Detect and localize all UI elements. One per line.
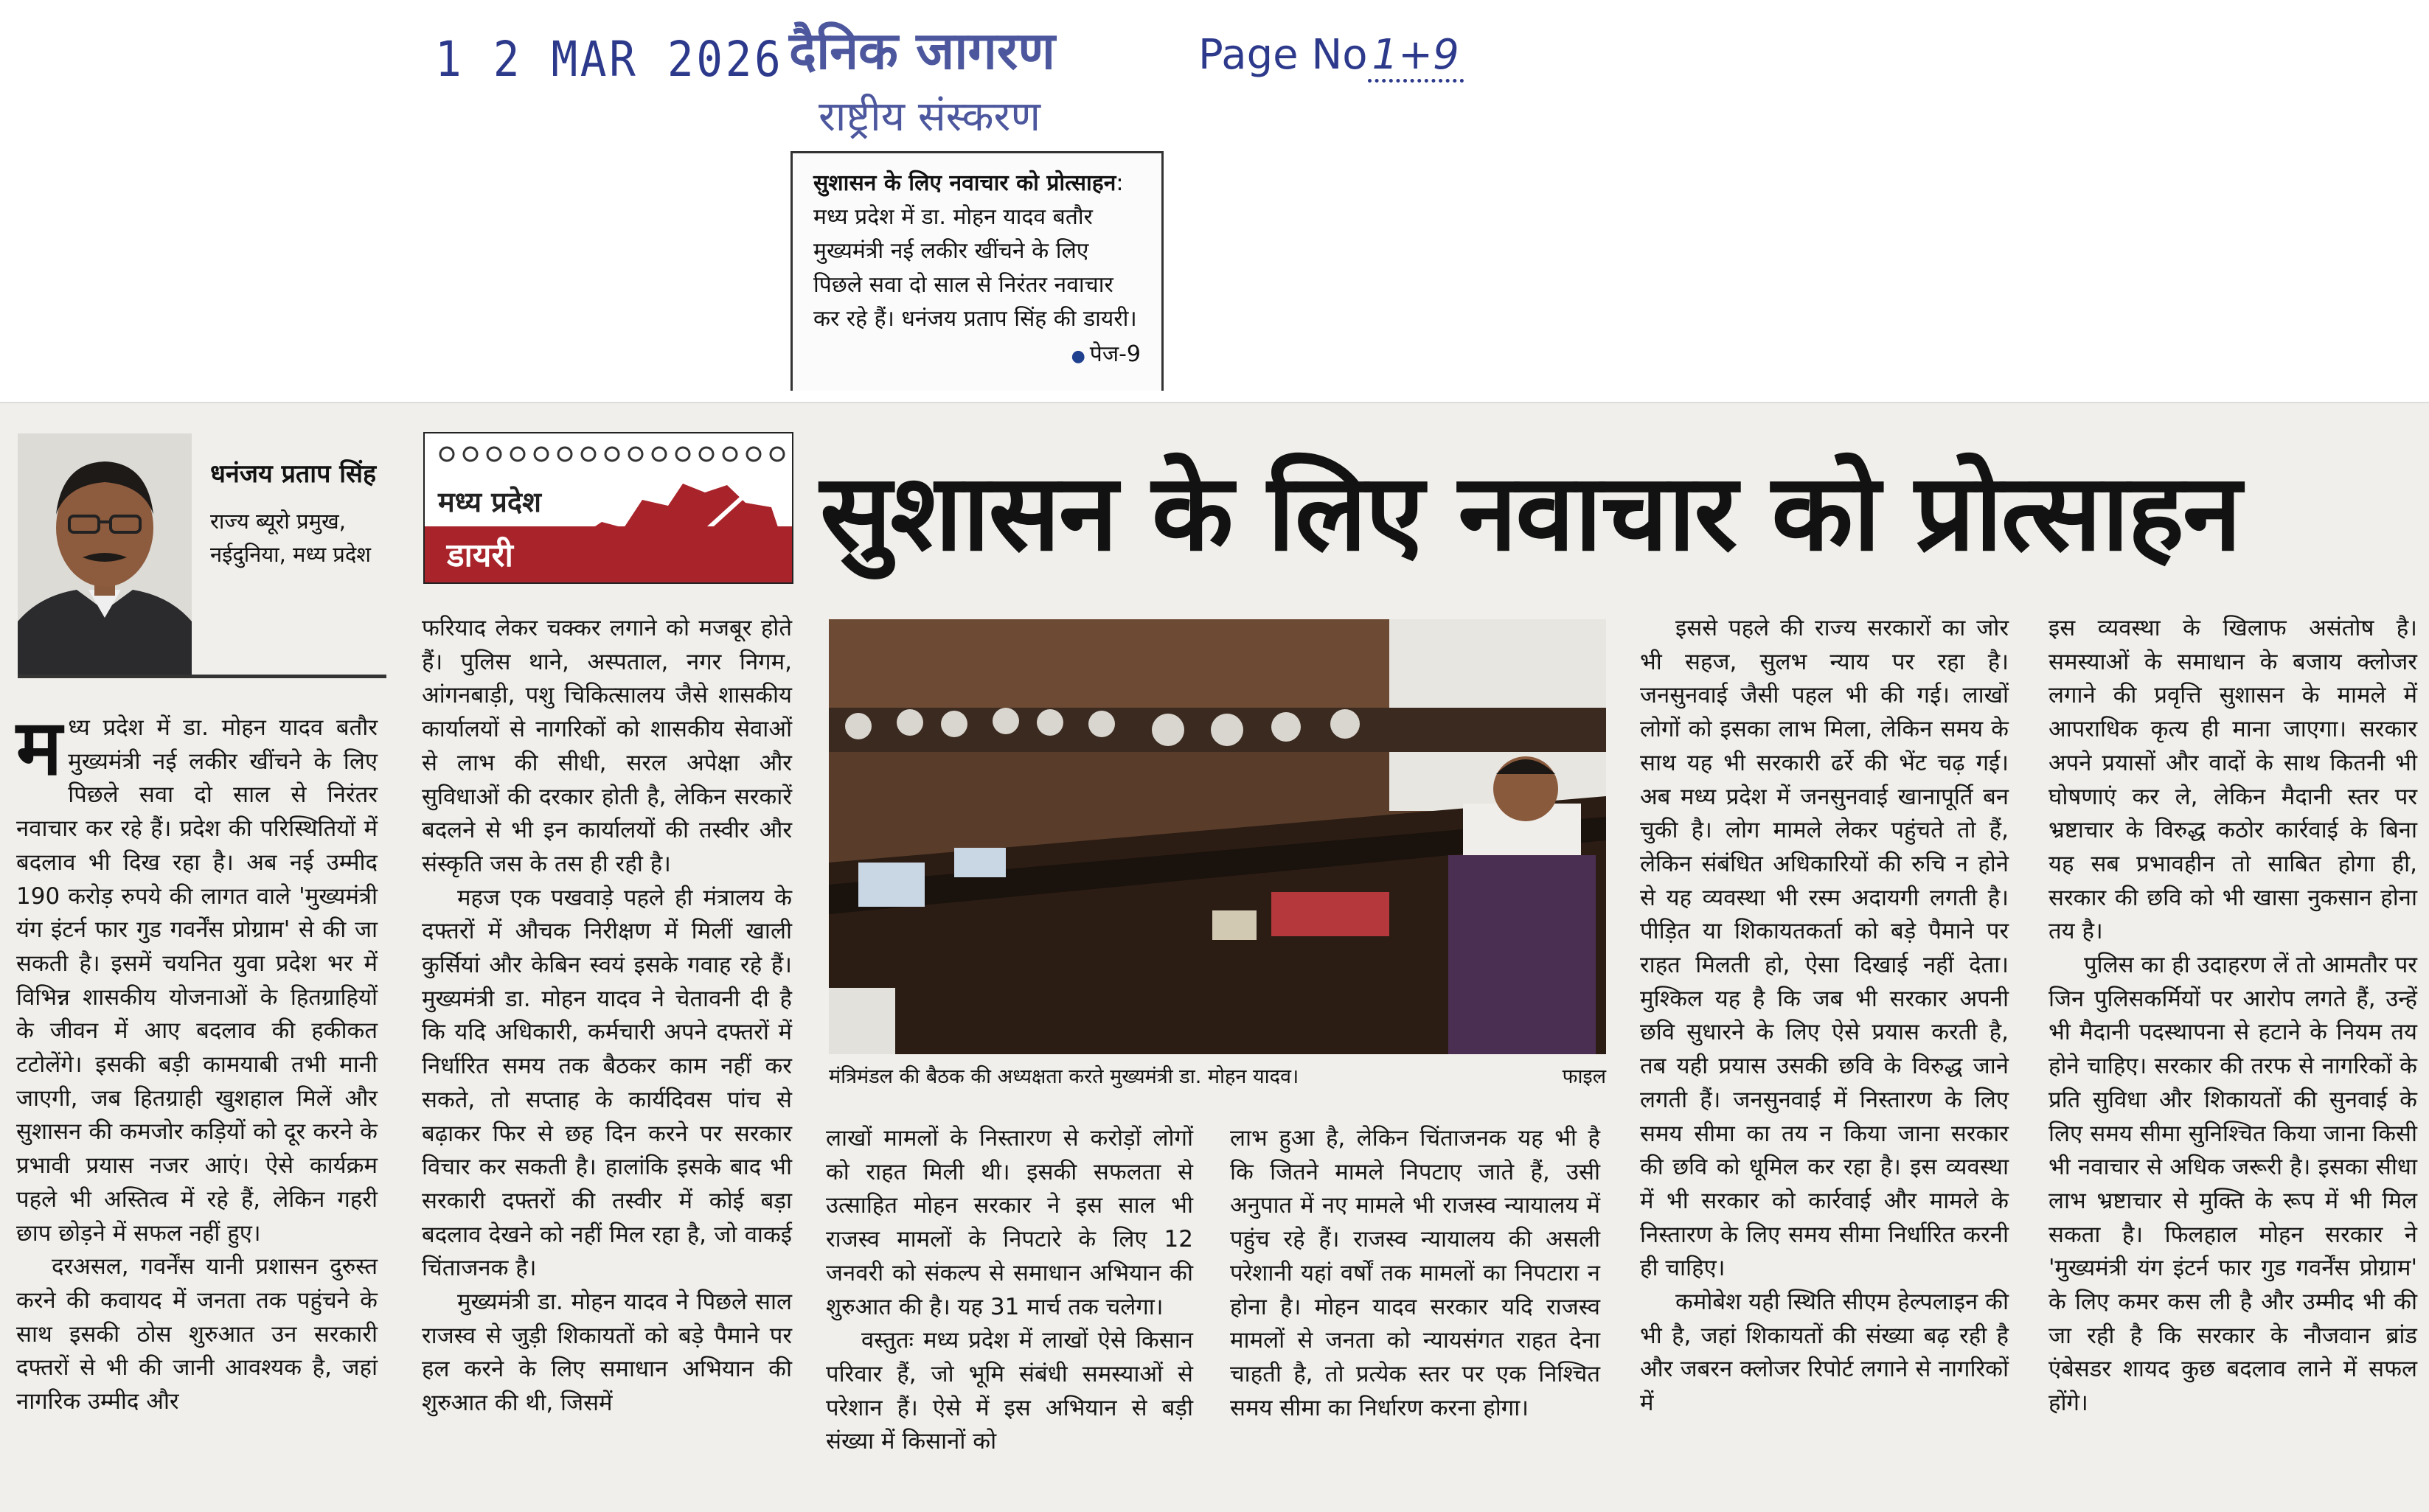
paragraph: इससे पहले की राज्य सरकारों का जोर भी सहज, सुलभ न्याय पर रहा है। जनसुनवाई जैसी पहल भी की गई। लाखों लोगों को इसका लाभ मिला, लेकिन समय के साथ यह भी सरकारी ढर्रे की भेंट चढ़ गई। अब मध्य प्रदेश में जनसुनवाई खानापूर्ति बन चुकी है। लोग मामले लेकर पहुंचते तो हैं, लेकिन संबंधित अधिकारियों की रुचि न होने से यह व्यवस्था भी रस्म अदायगी लगती है। पीड़ित या शिकायतकर्ता को बड़े पैमाने पर राहत मिलती हो, ऐसा दिखाई नहीं देता। मुश्किल यह है कि जब भी सरकार अपनी छवि सुधारने के लिए ऐसे प्रयास करती है, तब यही प्रयास उसकी छवि के विरुद्ध जाने लगती हैं। जनसुनवाई में निस्तारण के लिए समय सीमा का तय न किया जाना सरकार की छवि को धूमिल कर रहा है। इस व्यवस्था में भी सरकार को कार्रवाई और मामले के निस्तारण के लिए समय सीमा निर्धारित करनी ही चाहिए।	[1640, 615, 2009, 1282]
teaser-page-ref: ● पेज-9	[1071, 338, 1141, 374]
photo-caption: मंत्रिमंडल की बैठक की अध्यक्षता करते मुख्यमंत्री डा. मोहन यादव।	[829, 1065, 1299, 1088]
author-photo	[18, 433, 192, 677]
author-role	[210, 505, 402, 571]
date-stamp: 1 2 MAR 2026	[435, 31, 784, 88]
page-number-stamp	[1198, 31, 1464, 79]
headline: सुशासन के लिए नवाचार को प्रोत्साहन	[820, 450, 2240, 574]
cabinet-meeting-photo	[829, 619, 1606, 1054]
paragraph: मुख्यमंत्री डा. मोहन यादव ने पिछले साल राजस्व से जुड़ी शिकायतों को बड़े पैमाने पर हल करने के लिए समाधान अभियान की शुरुआत की थी, जिसमें	[422, 1289, 792, 1417]
notebook-rings-icon	[432, 438, 786, 467]
article-column-2	[422, 612, 792, 1421]
paragraph: लाखों मामलों के निस्तारण से करोड़ों लोगों को राहत मिली थी। इसकी सफलता से उत्साहित मोहन सरकार ने इस साल भी राजस्व मामलों के निपटारे के लिए 12 जनवरी को संकल्प से समाधान अभियान की शुरुआत की है। यह 31 मार्च तक चलेगा।	[826, 1125, 1193, 1320]
article-column-1	[16, 703, 378, 1419]
teaser-box	[790, 151, 1164, 391]
teaser-title: सुशासन के लिए नवाचार को प्रोत्साहन	[813, 170, 1116, 196]
photo-credit: फाइल	[1562, 1065, 1606, 1088]
paragraph: फरियाद लेकर चक्कर लगाने को मजबूर होते हैं। पुलिस थाने, अस्पताल, नगर निगम, आंगनबाड़ी, पशु चिकित्सालय जैसे शासकीय कार्यालयों से नागरिकों को शासकीय सेवाओं से लाभ की सीधी, सरल अपेक्षा और सुविधाओं की दरकार होती है, लेकिन सरकारें बदलने से भी इन कार्यालयों की तस्वीर और संस्कृति जस के तस ही रही है।	[422, 615, 792, 877]
masthead-stamp: दैनिक जागरण	[789, 21, 1055, 81]
paragraph: पुलिस का ही उदाहरण लें तो आमतौर पर जिन पुलिसकर्मियों पर आरोप लगते हैं, उन्हें भी मैदानी पदस्थापना से हटाने के नियम तय होने चाहिए। सरकार की तरफ से नागरिकों के प्रति सुविधा और शिकायतों की सुनवाई के लिए समय सीमा सुनिश्चित किया जाना किसी भी नवाचार से अधिक जरूरी है। इसका सीधा लाभ भ्रष्टाचार से मुक्ति के रूप में भी मिल सकता है। फिलहाल मोहन सरकार ने 'मुख्यमंत्री यंग इंटर्न फार गुड गवर्नेंस प्रोग्राम' के लिए कमर कस ली है और उम्मीद भी की जा रही है कि सरकार के नौजवान ब्रांड एंबेसडर शायद कुछ बदलाव लाने में सफल होंगे।	[2049, 952, 2417, 1417]
teaser-body: : मध्य प्रदेश में डा. मोहन यादव बतौर मुख्यमंत्री नई लकीर खींचने के लिए पिछले सवा दो साल से निरंतर नवाचार कर रहे हैं। धनंजय प्रताप सिंह की डायरी।	[813, 170, 1137, 332]
article-column-6	[2049, 612, 2417, 1421]
drop-cap: म	[16, 703, 63, 792]
badge-diary-label: डायरी	[425, 526, 793, 584]
author-divider	[18, 675, 386, 678]
paragraph: इस व्यवस्था के खिलाफ असंतोष है। समस्याओं के समाधान के बजाय क्लोजर लगाने की प्रवृत्ति सुशासन के मामले में आपराधिक कृत्य ही माना जाएगा। सरकार अपने प्रयासों और वादों के साथ कितनी भी घोषणाएं कर ले, लेकिन मैदानी स्तर पर भ्रष्टाचार के विरुद्ध कठोर कार्रवाई के बिना यह सब प्रभावहीन तो साबित होगा ही, सरकार की छवि को भी खासा नुकसान होना तय है।	[2049, 615, 2417, 945]
paragraph: वस्तुतः मध्य प्रदेश में लाखों ऐसे किसान परिवार हैं, जो भूमि संबंधी समस्याओं से परेशान हैं। ऐसे में इस अभियान से बड़ी संख्या में किसानों को	[826, 1327, 1193, 1455]
column-badge	[423, 432, 793, 584]
paragraph: लाभ हुआ है, लेकिन चिंताजनक यह भी है कि जितने मामले निपटाए जाते हैं, उसी अनुपात में नए मामले भी राजस्व न्यायालय में पहुंच रहे हैं। राजस्व न्यायालय की असली परेशानी यहां वर्षों तक मामलों का निपटारा न होना है। मोहन यादव सरकार यदि राजस्व मामलों से जनता को न्यायसंगत राहत देना चाहती है, तो प्रत्येक स्तर पर एक निश्चित समय सीमा का निर्धारण करना होगा।	[1230, 1125, 1600, 1421]
paragraph: ध्य प्रदेश में डा. मोहन यादव बतौर मुख्यमंत्री नई लकीर खींचने के लिए पिछले सवा दो साल से निरंतर नवाचार कर रहे हैं। प्रदेश की परिस्थितियों में बदलाव भी दिख रहा है। अब नई उम्मीद 190 करोड़ रुपये की लागत वाले 'मुख्यमंत्री यंग इंटर्न फार गुड गवर्नेंस प्रोग्राम' से की जा सकती है। इसमें चयनित युवा प्रदेश भर में विभिन्न शासकीय योजनाओं के हितग्राहियों के जीवन में आए बदलाव की हकीकत टटोलेंगे। इसकी बड़ी कामयाबी तभी मानी जाएगी, जब हितग्राही खुशहाल मिलें और सुशासन की कमजोर कड़ियों को दूर करने के प्रभावी प्रयास नजर आएं। ऐसे कार्यक्रम पहले भी अस्तित्व में रहे हैं, लेकिन गहरी छाप छोड़ने में सफल नहीं हुए।	[16, 714, 378, 1247]
page-label: Page No	[1198, 31, 1368, 79]
edition-stamp: राष्ट्रीय संस्करण	[819, 93, 1040, 141]
article-column-5	[1640, 612, 2009, 1421]
paragraph: कमोबेश यही स्थिति सीएम हेल्पलाइन की भी है, जहां शिकायतों की संख्या बढ़ रही है और जबरन क्लोजर रिपोर्ट लगाने से नागरिकों में	[1640, 1289, 2009, 1417]
page-number: 1+9	[1368, 31, 1464, 83]
article-column-4	[1230, 1122, 1600, 1425]
article-column-3	[826, 1122, 1193, 1459]
paragraph: महज एक पखवाड़े पहले ही मंत्रालय के दफ्तरों में औचक निरीक्षण में मिलीं खाली कुर्सियां और केबिन स्वयं इसके गवाह रहे हैं। मुख्यमंत्री डा. मोहन यादव ने चेतावनी दी है कि यदि अधिकारी, कर्मचारी अपने दफ्तरों में निर्धारित समय तक बैठकर काम नहीं कर सकते, तो सप्ताह के कार्यदिवस पांच से बढ़ाकर फिर से छह दिन करने पर सरकार विचार कर सकती है। हालांकि इसके बाद भी सरकारी दफ्तरों की तस्वीर में कोई बड़ा बदलाव देखने को नहीं मिल रहा है, जो वाकई चिंताजनक है।	[422, 884, 792, 1282]
paragraph: दरअसल, गवर्नेंस यानी प्रशासन दुरुस्त करने की कवायद में जनता तक पहुंचने के साथ इसकी ठोस शुरुआत उन सरकारी दफ्तरों से भी की जानी आवश्यक है, जहां नागरिक उम्मीद और	[16, 1253, 378, 1415]
author-role-line1: राज्य ब्यूरो प्रमुख,	[210, 509, 346, 534]
photo-caption-row	[829, 1062, 1606, 1089]
author-name: धनंजय प्रताप सिंह	[210, 459, 377, 489]
author-role-line2: नईदुनिया, मध्य प्रदेश	[210, 542, 372, 567]
badge-state-label: मध्य प्रदेश	[438, 486, 541, 518]
